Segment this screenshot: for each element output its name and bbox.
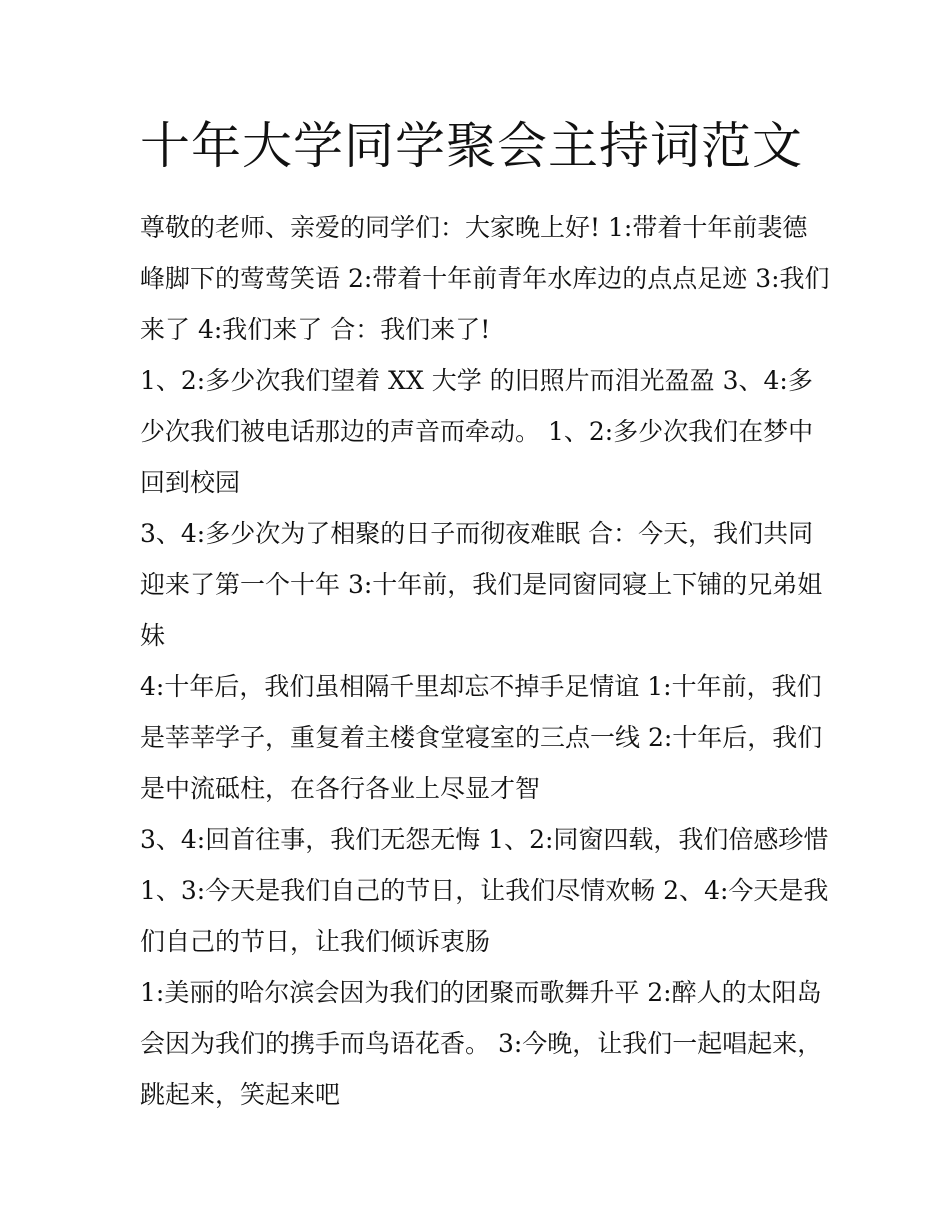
paragraph-2: 1、2:多少次我们望着 XX 大学 的旧照片而泪光盈盈 3、4:多少次我们被电话那边的声音而牵动。 1、2:多少次我们在梦中回到校园 bbox=[140, 366, 814, 497]
paragraph-3: 3、4:多少次为了相聚的日子而彻夜难眠 合：今天，我们共同迎来了第一个十年 3:十年前，我们是同窗同寝上下铺的兄弟姐妹 bbox=[140, 519, 823, 650]
paragraph-7: 1:美丽的哈尔滨会因为我们的团聚而歌舞升平 2:醉人的太阳岛会因为我们的携手而鸟语花香。 3:今晚，让我们一起唱起来，跳起来，笑起来吧 bbox=[140, 978, 823, 1109]
document-title: 十年大学同学聚会主持词范文 bbox=[140, 117, 803, 175]
paragraph-5: 3、4:回首往事，我们无怨无悔 1、2:同窗四载，我们倍感珍惜 bbox=[140, 825, 829, 854]
document-page bbox=[140, 110, 830, 1120]
paragraph-4: 4:十年后，我们虽相隔千里却忘不掉手足情谊 1:十年前，我们是莘莘学子，重复着主楼食堂寝室的三点一线 2:十年后，我们是中流砥柱，在各行各业上尽显才智 bbox=[140, 672, 823, 803]
paragraph-1: 尊敬的老师、亲爱的同学们：大家晚上好! 1:带着十年前裴德峰脚下的莺莺笑语 2:带着十年前青年水库边的点点足迹 3:我们来了 4:我们来了 合：我们来了! bbox=[140, 213, 830, 344]
paragraph-6: 1、3:今天是我们自己的节日，让我们尽情欢畅 2、4:今天是我们自己的节日，让我们倾诉衷肠 bbox=[140, 876, 829, 956]
